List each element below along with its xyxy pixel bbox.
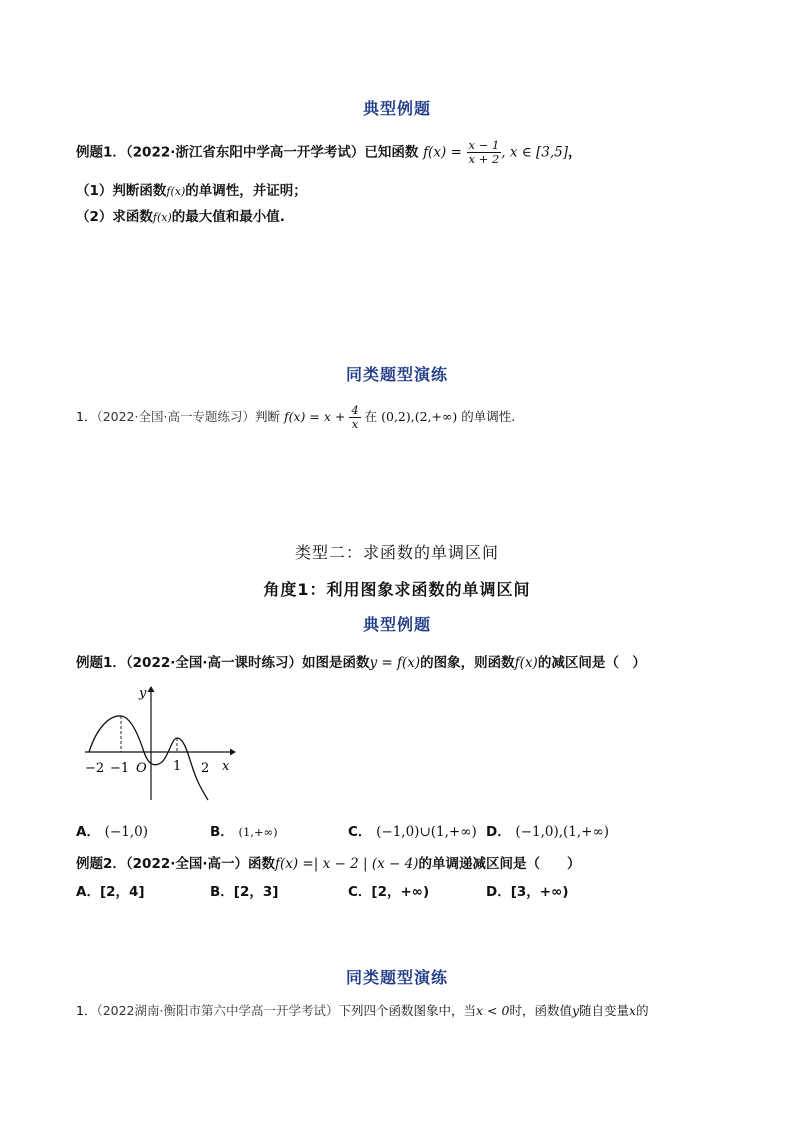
intervals: (0,2),(2,+∞)	[381, 409, 458, 424]
section-heading-typical: 典型例题	[362, 99, 431, 118]
question-1: （1）判断函数f(x)的单调性，并证明；	[76, 183, 307, 199]
practice-2: 1．（2022湖南·衡阳市第六中学高一开学考试）下列四个函数图象中，当x < 0时，函数值y随自变量x的	[76, 1003, 649, 1018]
example-1-stem: 例题1．（2022·浙江省东阳中学高一开学考试）已知函数 f(x) = $\frac{x - 1}{x + 2}$ , x ∈ [3,5]，	[76, 138, 582, 166]
example-label: 例题1．	[76, 144, 126, 161]
source: （2022·浙江省东阳中学高一开学考试）	[125, 144, 365, 161]
axis-label-y: y	[139, 686, 147, 701]
function-expression: f(x) =	[423, 144, 462, 161]
tick-label: −2	[85, 761, 105, 776]
example-graph-stem: 例题1．（2022·全国·高一课时练习）如图是函数y = f(x)的图象，则函数f(x)的减区间是（ ）	[76, 655, 646, 671]
tick-label: −1	[110, 761, 130, 776]
axis-label-x: x	[222, 759, 230, 774]
section-heading-practice: 同类题型演练	[345, 968, 448, 987]
option-b[interactable]: B． (1,+∞)	[210, 824, 278, 840]
origin-label: O	[136, 761, 147, 776]
example-2-stem: 例题2．（2022·全国·高一）函数f(x) =| x − 2 | (x − 4)的单调递减区间是（ ）	[76, 856, 581, 872]
angle-heading: 角度1：利用图象求函数的单调区间	[263, 580, 531, 599]
question-2: （2）求函数f(x)的最大值和最小值.	[76, 209, 285, 225]
option-a[interactable]: A． (−1,0)	[76, 824, 148, 840]
fraction: $\frac{x - 1}{x + 2}$	[468, 138, 500, 166]
section-heading-typical: 典型例题	[362, 615, 431, 634]
type-heading: 类型二：求函数的单调区间	[294, 543, 499, 562]
practice-1: 1．（2022·全国·高一专题练习）判断 f(x) = x + $\frac{4}{x}$ 在 (0,2),(2,+∞) 的单调性.	[76, 403, 516, 431]
tick-label: 1	[173, 759, 182, 774]
option-d[interactable]: D．[3，+∞)	[486, 884, 569, 900]
tick-label: 2	[201, 761, 210, 776]
domain: , x ∈ [3,5]	[501, 144, 569, 161]
y-axis-arrow	[148, 686, 155, 692]
option-c[interactable]: C．[2，+∞)	[348, 884, 430, 900]
curve	[89, 716, 208, 800]
option-a[interactable]: A．[2，4]	[76, 884, 145, 900]
fraction: $\frac{4}{x}$	[351, 403, 359, 431]
option-d[interactable]: D． (−1,0),(1,+∞)	[486, 824, 609, 840]
section-heading-practice: 同类题型演练	[345, 365, 448, 384]
x-axis-arrow	[230, 749, 236, 756]
option-b[interactable]: B．[2，3]	[210, 884, 279, 900]
function-graph	[80, 682, 240, 806]
option-c[interactable]: C． (−1,0)∪(1,+∞)	[348, 824, 477, 840]
